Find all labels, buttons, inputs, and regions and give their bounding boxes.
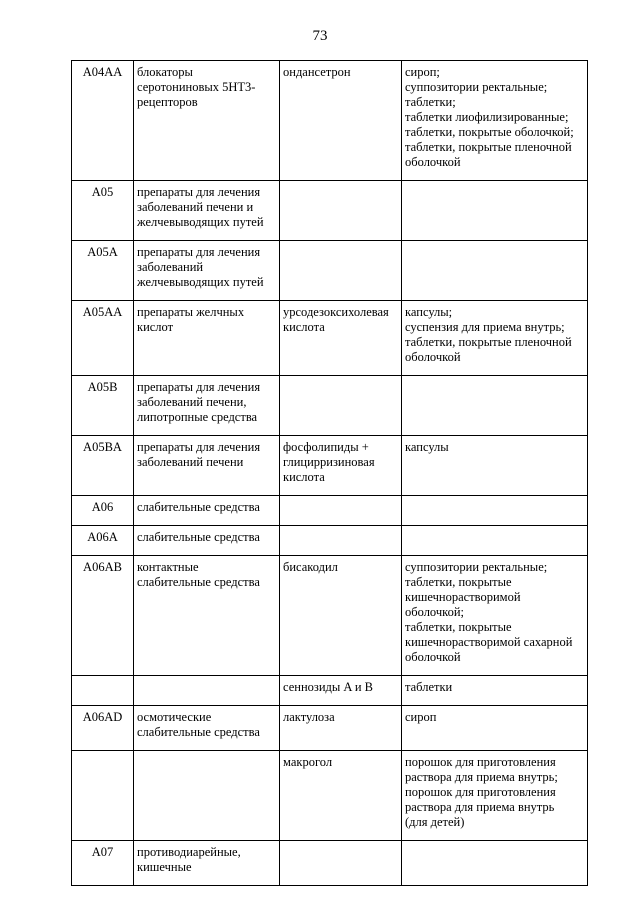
drug-name-cell (280, 496, 402, 526)
group-name-cell: контактные слабительные средства (134, 556, 280, 676)
drug-name-cell: фосфолипиды + глицирризиновая кислота (280, 436, 402, 496)
group-name-cell: блокаторы серотониновых 5HT3- рецепторов (134, 61, 280, 181)
group-name-cell: препараты для лечения заболеваний печени (134, 436, 280, 496)
drug-name-cell (280, 241, 402, 301)
group-name-cell: препараты желчных кислот (134, 301, 280, 376)
group-name-cell: слабительные средства (134, 496, 280, 526)
drug-name-cell (280, 181, 402, 241)
drug-name-cell: сеннозиды A и B (280, 676, 402, 706)
atc-code-cell: A06AD (72, 706, 134, 751)
page-number: 73 (312, 28, 328, 44)
group-name-cell (134, 751, 280, 841)
atc-code-cell: A05A (72, 241, 134, 301)
group-name-cell: препараты для лечения заболеваний печени и желчевыводящих путей (134, 181, 280, 241)
dosage-form-cell: суппозитории ректальные; таблетки, покрытые кишечнорастворимой оболочкой; таблетки, покрытые кишечнорастворимой сахарной оболочкой (402, 556, 588, 676)
table-row (72, 841, 588, 886)
group-name-cell: осмотические слабительные средства (134, 706, 280, 751)
dosage-form-cell: капсулы; суспензия для приема внутрь; таблетки, покрытые пленочной оболочкой (402, 301, 588, 376)
atc-code-cell: A04AA (72, 61, 134, 181)
group-name-cell: препараты для лечения заболеваний печени, липотропные средства (134, 376, 280, 436)
table-row (72, 241, 588, 301)
table-row (72, 751, 588, 841)
drug-name-cell (280, 526, 402, 556)
dosage-form-cell (402, 376, 588, 436)
drug-name-cell: бисакодил (280, 556, 402, 676)
group-name-cell: препараты для лечения заболеваний желчевыводящих путей (134, 241, 280, 301)
atc-code-cell: A05AA (72, 301, 134, 376)
table-row (72, 526, 588, 556)
drug-name-cell: урсодезоксихолевая кислота (280, 301, 402, 376)
drug-name-cell: ондансетрон (280, 61, 402, 181)
dosage-form-cell: порошок для приготовления раствора для приема внутрь; порошок для приготовления раствора для приема внутрь (для детей) (402, 751, 588, 841)
dosage-form-cell (402, 526, 588, 556)
table-row (72, 436, 588, 496)
table-row (72, 556, 588, 676)
atc-code-cell (72, 676, 134, 706)
group-name-cell: слабительные средства (134, 526, 280, 556)
atc-code-cell: A06A (72, 526, 134, 556)
dosage-form-cell: сироп; суппозитории ректальные; таблетки; таблетки лиофилизированные; таблетки, покрытые оболочкой; таблетки, покрытые пленочной оболочкой (402, 61, 588, 181)
dosage-form-cell (402, 496, 588, 526)
table-row (72, 61, 588, 181)
dosage-form-cell: сироп (402, 706, 588, 751)
drug-name-cell (280, 376, 402, 436)
drug-name-cell: макрогол (280, 751, 402, 841)
drug-name-cell (280, 841, 402, 886)
atc-code-cell (72, 751, 134, 841)
atc-code-cell: A06AB (72, 556, 134, 676)
drug-name-cell: лактулоза (280, 706, 402, 751)
table-row (72, 706, 588, 751)
table-row (72, 181, 588, 241)
dosage-form-cell: капсулы (402, 436, 588, 496)
atc-code-cell: A07 (72, 841, 134, 886)
dosage-form-cell: таблетки (402, 676, 588, 706)
table-row (72, 676, 588, 706)
atc-code-cell: A05B (72, 376, 134, 436)
drug-table (71, 60, 588, 886)
table-row (72, 376, 588, 436)
atc-code-cell: A06 (72, 496, 134, 526)
dosage-form-cell (402, 841, 588, 886)
table-row (72, 301, 588, 376)
dosage-form-cell (402, 241, 588, 301)
atc-code-cell: A05 (72, 181, 134, 241)
dosage-form-cell (402, 181, 588, 241)
atc-code-cell: A05BA (72, 436, 134, 496)
group-name-cell (134, 676, 280, 706)
table-row (72, 496, 588, 526)
group-name-cell: противодиарейные, кишечные (134, 841, 280, 886)
